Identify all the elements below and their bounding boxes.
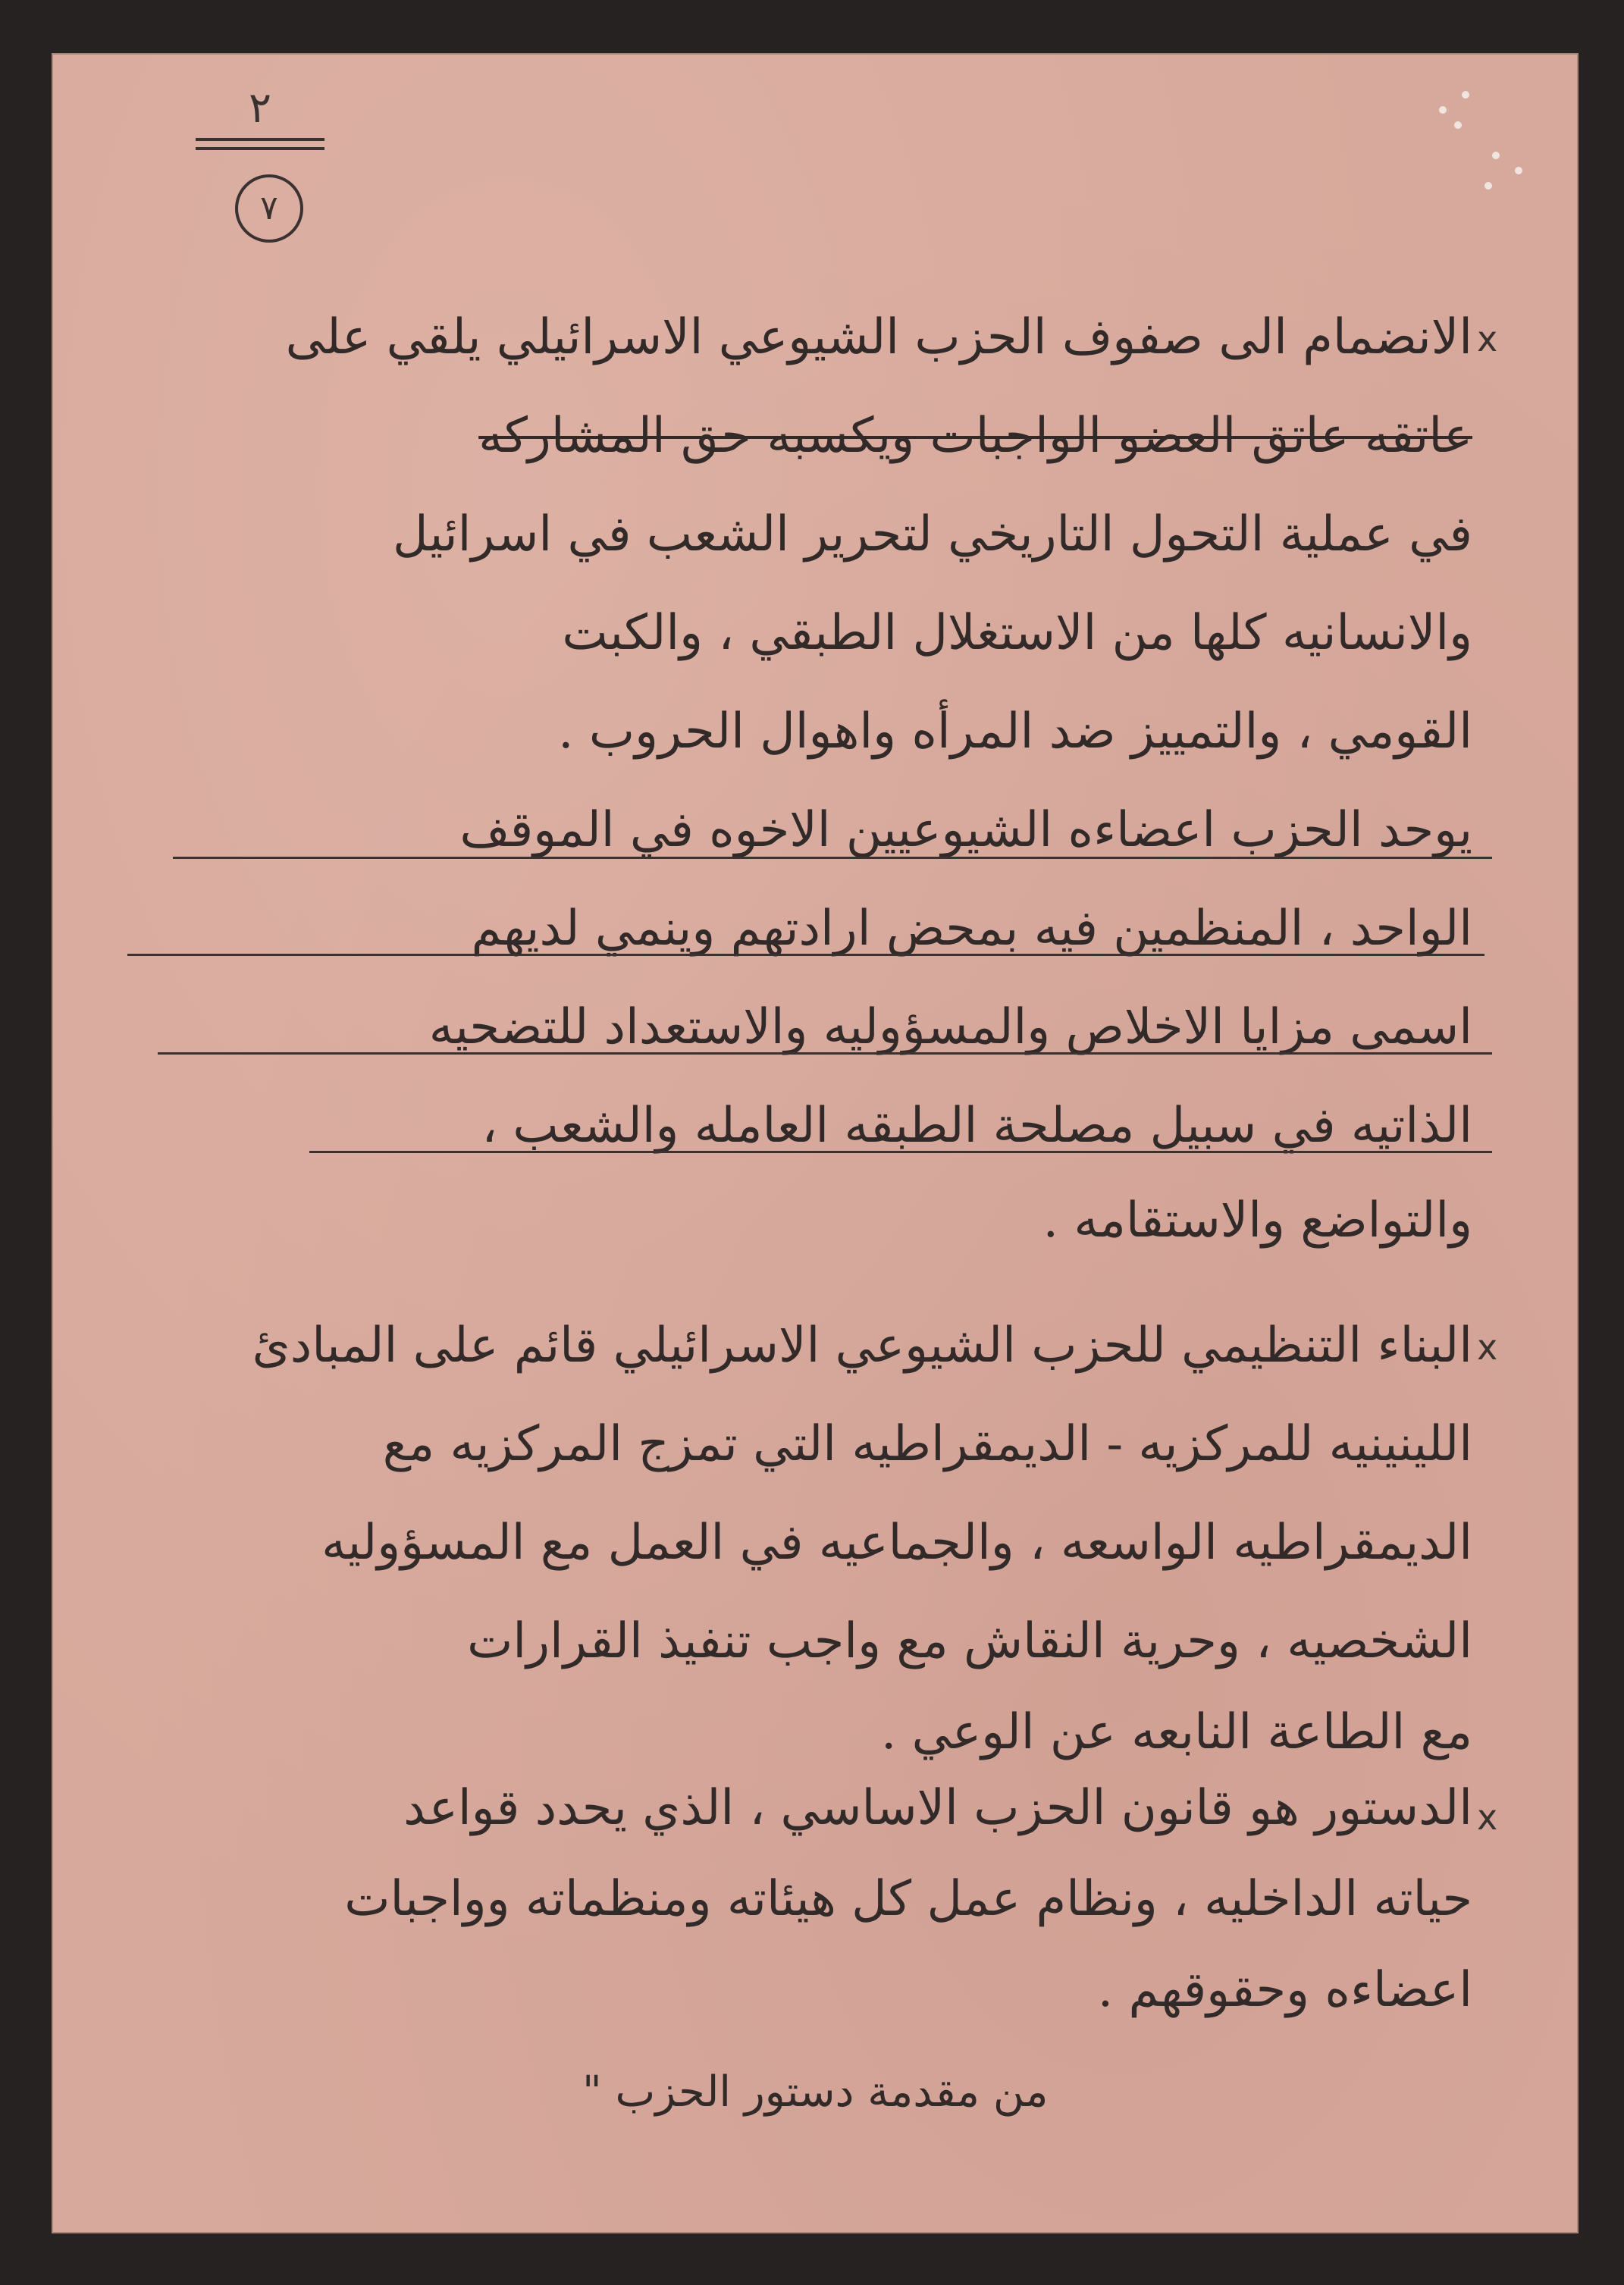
text-line: الشخصيه ، وحرية النقاش مع واجب تنفيذ القرارات bbox=[467, 1613, 1472, 1669]
document-page bbox=[52, 53, 1579, 2233]
underline bbox=[158, 1052, 1492, 1055]
text-line: اللينينيه للمركزيه - الديمقراطيه التي تمزج المركزيه مع bbox=[382, 1416, 1472, 1472]
underline bbox=[127, 954, 1484, 956]
text-line: الدستور هو قانون الحزب الاساسي ، الذي يحدد قواعد bbox=[403, 1780, 1472, 1836]
underlined-text-line: يوحد الحزب اعضاءه الشيوعيين الاخوه في الموقف bbox=[459, 802, 1472, 858]
underline bbox=[309, 1151, 1492, 1153]
underlined-text-line: الذاتيه في سبيل مصلحة الطبقه العامله والشعب ، bbox=[481, 1098, 1472, 1154]
page-mark-underline bbox=[196, 147, 324, 150]
text-line: الانضمام الى صفوف الحزب الشيوعي الاسرائيلي يلقي على bbox=[285, 309, 1472, 365]
underlined-text-line: الواحد ، المنظمين فيه بمحض ارادتهم وينمي لديهم bbox=[471, 901, 1472, 957]
text-line: والانسانيه كلها من الاستغلال الطبقي ، والكبت bbox=[562, 605, 1472, 661]
underline bbox=[173, 857, 1492, 859]
paragraph-bullet: x bbox=[1477, 1327, 1498, 1368]
text-line: والتواضع والاستقامه . bbox=[1042, 1193, 1472, 1249]
page-mark-underline bbox=[196, 138, 324, 141]
text-line: البناء التنظيمي للحزب الشيوعي الاسرائيلي قائم على المبادئ bbox=[252, 1318, 1472, 1374]
text-line: الديمقراطيه الواسعه ، والجماعيه في العمل مع المسؤوليه bbox=[321, 1515, 1472, 1571]
paragraph-bullet: x bbox=[1477, 318, 1498, 359]
text-line: حياته الداخليه ، ونظام عمل كل هيئاته ومنظماته وواجبات bbox=[344, 1871, 1472, 1927]
text-line: اعضاءه وحقوقهم . bbox=[1097, 1962, 1472, 2018]
text-line: القومي ، والتمييز ضد المرأه واهوال الحروب . bbox=[558, 704, 1472, 760]
source-quote: من مقدمة دستور الحزب " bbox=[582, 2067, 1049, 2117]
page-mark: ٢ bbox=[248, 83, 272, 133]
page-number-circle: ٧ bbox=[235, 174, 303, 243]
underlined-text-line: اسمى مزايا الاخلاص والمسؤوليه والاستعداد للتضحيه bbox=[428, 999, 1472, 1055]
text-line: في عملية التحول التاريخي لتحرير الشعب في اسرائيل bbox=[393, 506, 1472, 563]
paragraph-bullet: x bbox=[1477, 1797, 1498, 1838]
binder-holes bbox=[1431, 76, 1538, 205]
text-line: مع الطاعة النابعه عن الوعي . bbox=[880, 1704, 1472, 1760]
text-line: عاتقه عاتق العضو الواجبات ويكسبه حق المشاركه bbox=[478, 408, 1472, 464]
